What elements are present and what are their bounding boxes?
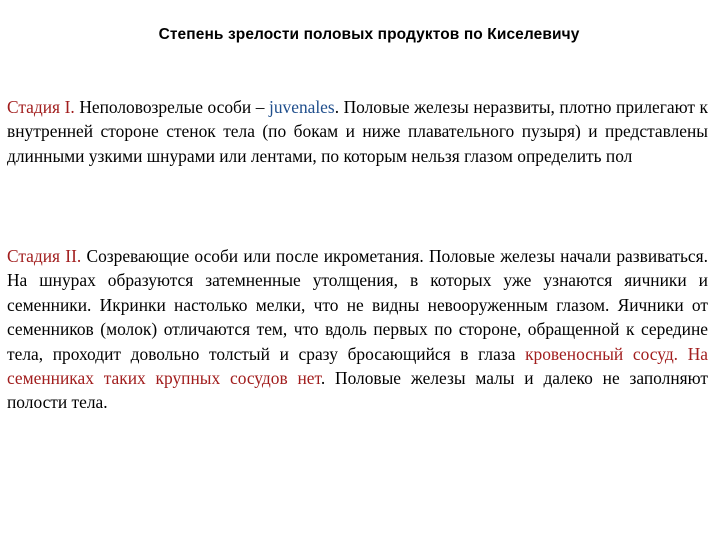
stage-2-label: Стадия II.	[7, 246, 82, 266]
stage-1-text-a: Неполовозрелые особи –	[74, 97, 269, 117]
stage-2-paragraph	[7, 244, 708, 415]
stage-1-paragraph	[7, 95, 708, 168]
slide-title: Степень зрелости половых продуктов по Киселевичу	[158, 26, 580, 43]
stage-2-text-b: . Половые железы малы и далеко не заполняют полости тела.	[7, 368, 708, 413]
stage-1-latin-term: juvenales	[269, 97, 335, 117]
stage-1-label: Стадия I.	[7, 97, 75, 117]
stage-1-text-b: . Половые железы неразвиты, плотно прилегают к внутренней стороне стенок тела (по бокам и ниже плавательного пузыря) и представлены длинными узкими шнурами или лентами, по которым нельзя глазом определить пол	[7, 97, 708, 166]
stage-2-highlight: кровеносный сосуд. На семенниках таких крупных сосудов нет	[7, 343, 708, 389]
stage-2-text-a: Созревающие особи или после икрометания. Половые железы начали развиваться. На шнурах образуются затемненные утолщения, в которых уже узнаются яичники и семенники. Икринки настолько мелки, что не видны невооруженным глазом. Яичники от семенников (молок) отличаются тем, что вдоль первых по стороне, обращенной к середине тела, проходит довольно толстый и сразу бросающийся в глаза	[7, 246, 708, 364]
